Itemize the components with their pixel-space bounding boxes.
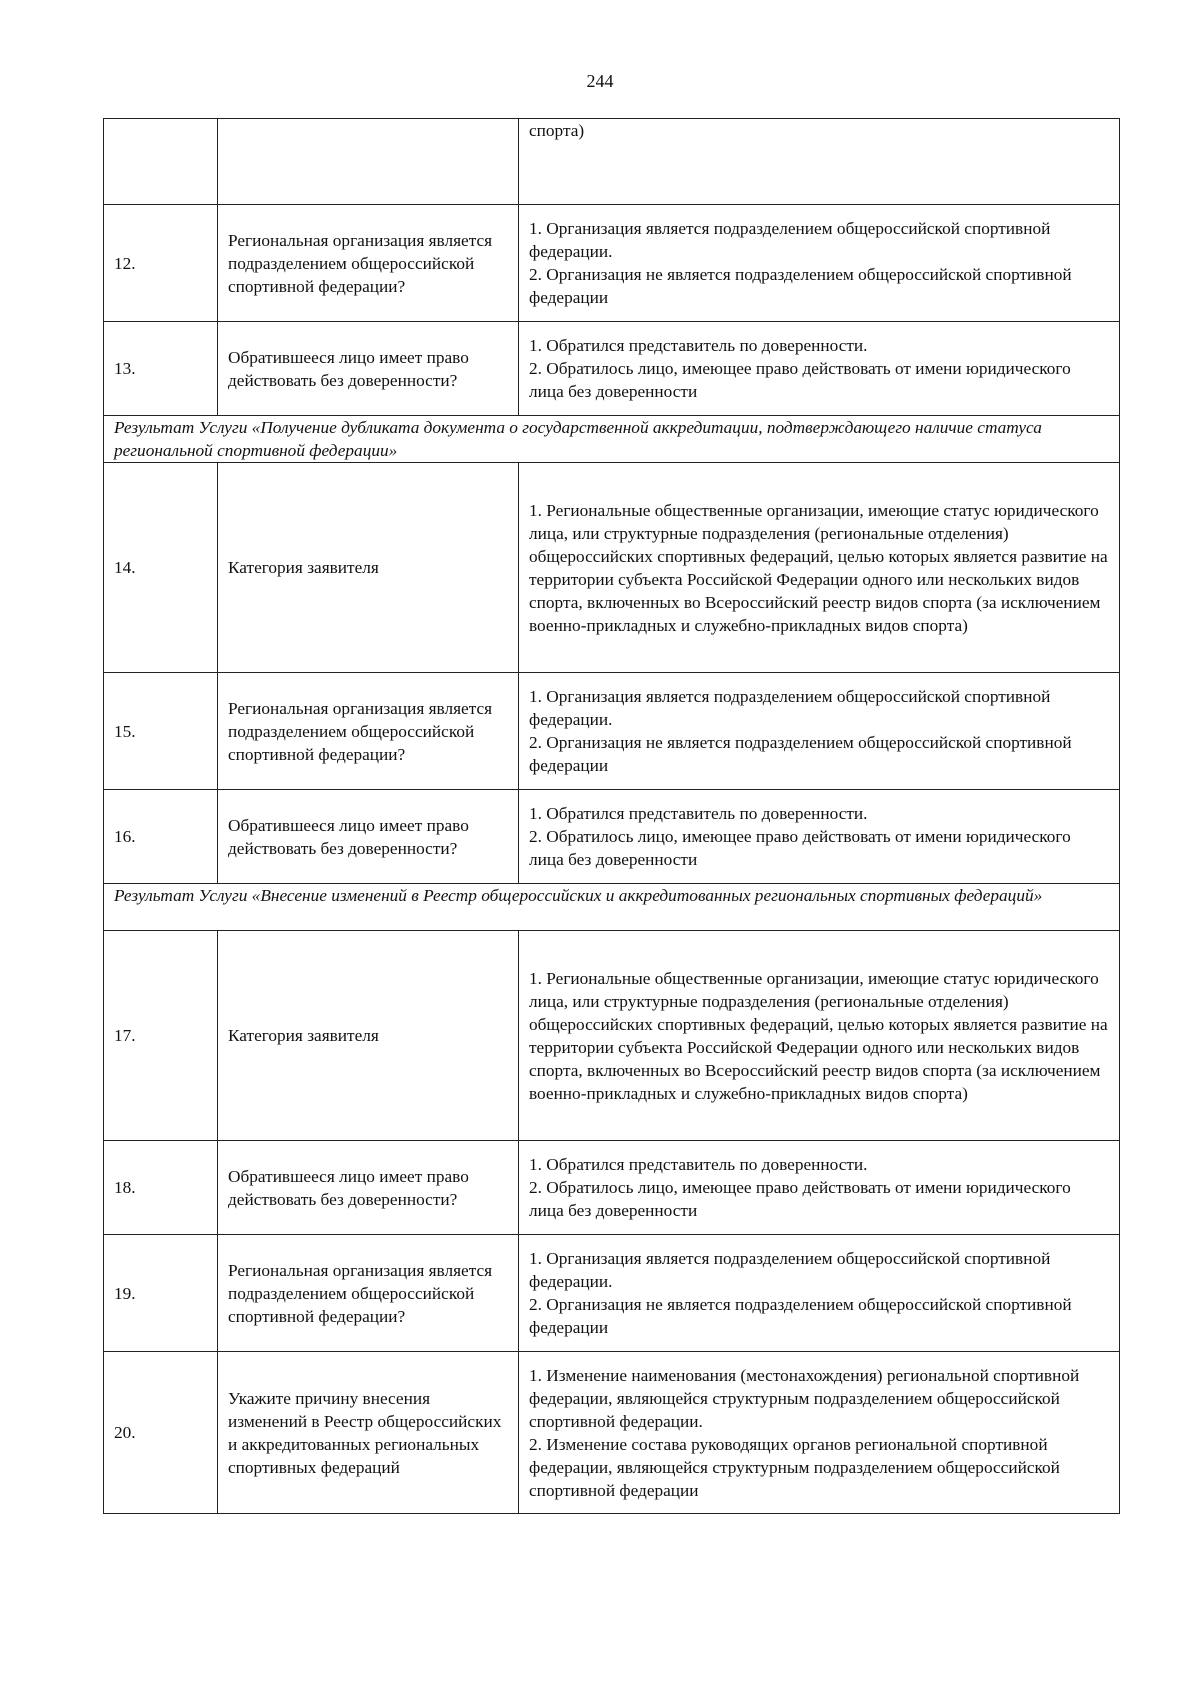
question-text: Укажите причину внесения изменений в Реестр общероссийских и аккредитованных региональных спортивных федераций	[218, 1352, 519, 1514]
row-number: 14.	[104, 463, 218, 673]
answer-option: 2. Обратилось лицо, имеющее право действовать от имени юридического лица без доверенности	[529, 827, 1071, 869]
table-row	[104, 790, 1120, 884]
row-number: 19.	[104, 1235, 218, 1352]
section-title: Результат Услуги «Получение дубликата документа о государственной аккредитации, подтверждающего наличие статуса региональной спортивной федерации»	[104, 416, 1120, 463]
question-text: Обратившееся лицо имеет право действовать без доверенности?	[218, 790, 519, 884]
row-number: 12.	[104, 205, 218, 322]
question-text: Обратившееся лицо имеет право действовать без доверенности?	[218, 1141, 519, 1235]
row-number: 17.	[104, 931, 218, 1141]
table-row-continuation	[104, 119, 1120, 205]
answer-option: 1. Изменение наименования (местонахождения) региональной спортивной федерации, являющейся структурным подразделением общероссийской спортивной федерации.	[529, 1365, 1080, 1431]
table-row	[104, 1141, 1120, 1235]
answer-option: 2. Обратилось лицо, имеющее право действовать от имени юридического лица без доверенности	[529, 359, 1071, 401]
section-title: Результат Услуги «Внесение изменений в Реестр общероссийских и аккредитованных региональных спортивных федераций»	[104, 884, 1120, 931]
answer-options	[519, 673, 1120, 790]
row-number: 20.	[104, 1352, 218, 1514]
answer-options	[519, 1141, 1120, 1235]
answer-options	[519, 322, 1120, 416]
table-row	[104, 673, 1120, 790]
answer-option: 1. Обратился представитель по доверенности.	[529, 804, 868, 823]
table-row	[104, 1235, 1120, 1352]
page-number: 244	[586, 71, 614, 91]
question-text: Региональная организация является подразделением общероссийской спортивной федерации?	[218, 205, 519, 322]
section-header-row	[104, 884, 1120, 931]
answer-option: 1. Организация является подразделением общероссийской спортивной федерации.	[529, 1249, 1051, 1291]
answer-option: 2. Организация не является подразделением общероссийской спортивной федерации	[529, 1295, 1072, 1337]
answer-options	[519, 790, 1120, 884]
row-number: 18.	[104, 1141, 218, 1235]
table-row	[104, 931, 1120, 1141]
question-text: Обратившееся лицо имеет право действовать без доверенности?	[218, 322, 519, 416]
question-text: Категория заявителя	[218, 931, 519, 1141]
question-text: Категория заявителя	[218, 463, 519, 673]
table-row	[104, 1352, 1120, 1514]
question-text: Региональная организация является подразделением общероссийской спортивной федерации?	[218, 673, 519, 790]
row-number-cell	[104, 119, 218, 205]
answer-option: 2. Организация не является подразделением общероссийской спортивной федерации	[529, 733, 1072, 775]
answer-options	[519, 463, 1120, 673]
row-number: 16.	[104, 790, 218, 884]
question-text: Региональная организация является подразделением общероссийской спортивной федерации?	[218, 1235, 519, 1352]
table-row	[104, 322, 1120, 416]
answer-options	[519, 931, 1120, 1141]
answer-options	[519, 1352, 1120, 1514]
row-number: 13.	[104, 322, 218, 416]
question-cell	[218, 119, 519, 205]
answer-option: 2. Обратилось лицо, имеющее право действовать от имени юридического лица без доверенности	[529, 1178, 1071, 1220]
row-number: 15.	[104, 673, 218, 790]
answer-options	[519, 205, 1120, 322]
continuation-text: спорта)	[529, 121, 585, 140]
answer-option: 1. Организация является подразделением общероссийской спортивной федерации.	[529, 687, 1051, 729]
services-table	[103, 118, 1120, 1514]
answer-option: 2. Изменение состава руководящих органов региональной спортивной федерации, являющейся структурным подразделением общероссийской спортивной федерации	[529, 1434, 1060, 1500]
answer-option: 1. Региональные общественные организации, имеющие статус юридического лица, или структурные подразделения (региональные отделения) общероссийских спортивных федераций, целью которых является развитие на территории субъекта Российской Федерации одного или нескольких видов спорта, включенных во Всероссийский реестр видов спорта (за исключением военно-прикладных и служебно-прикладных видов спорта)	[529, 968, 1108, 1103]
table-row	[104, 205, 1120, 322]
answer-option: 1. Обратился представитель по доверенности.	[529, 336, 868, 355]
table-row	[104, 463, 1120, 673]
answer-option: 2. Организация не является подразделением общероссийской спортивной федерации	[529, 265, 1072, 307]
answer-option: 1. Региональные общественные организации, имеющие статус юридического лица, или структурные подразделения (региональные отделения) общероссийских спортивных федераций, целью которых является развитие на территории субъекта Российской Федерации одного или нескольких видов спорта, включенных во Всероссийский реестр видов спорта (за исключением военно-прикладных и служебно-прикладных видов спорта)	[529, 500, 1108, 635]
answer-options	[519, 1235, 1120, 1352]
section-header-row	[104, 416, 1120, 463]
answer-cell	[519, 119, 1120, 205]
answer-option: 1. Организация является подразделением общероссийской спортивной федерации.	[529, 219, 1051, 261]
answer-option: 1. Обратился представитель по доверенности.	[529, 1155, 868, 1174]
